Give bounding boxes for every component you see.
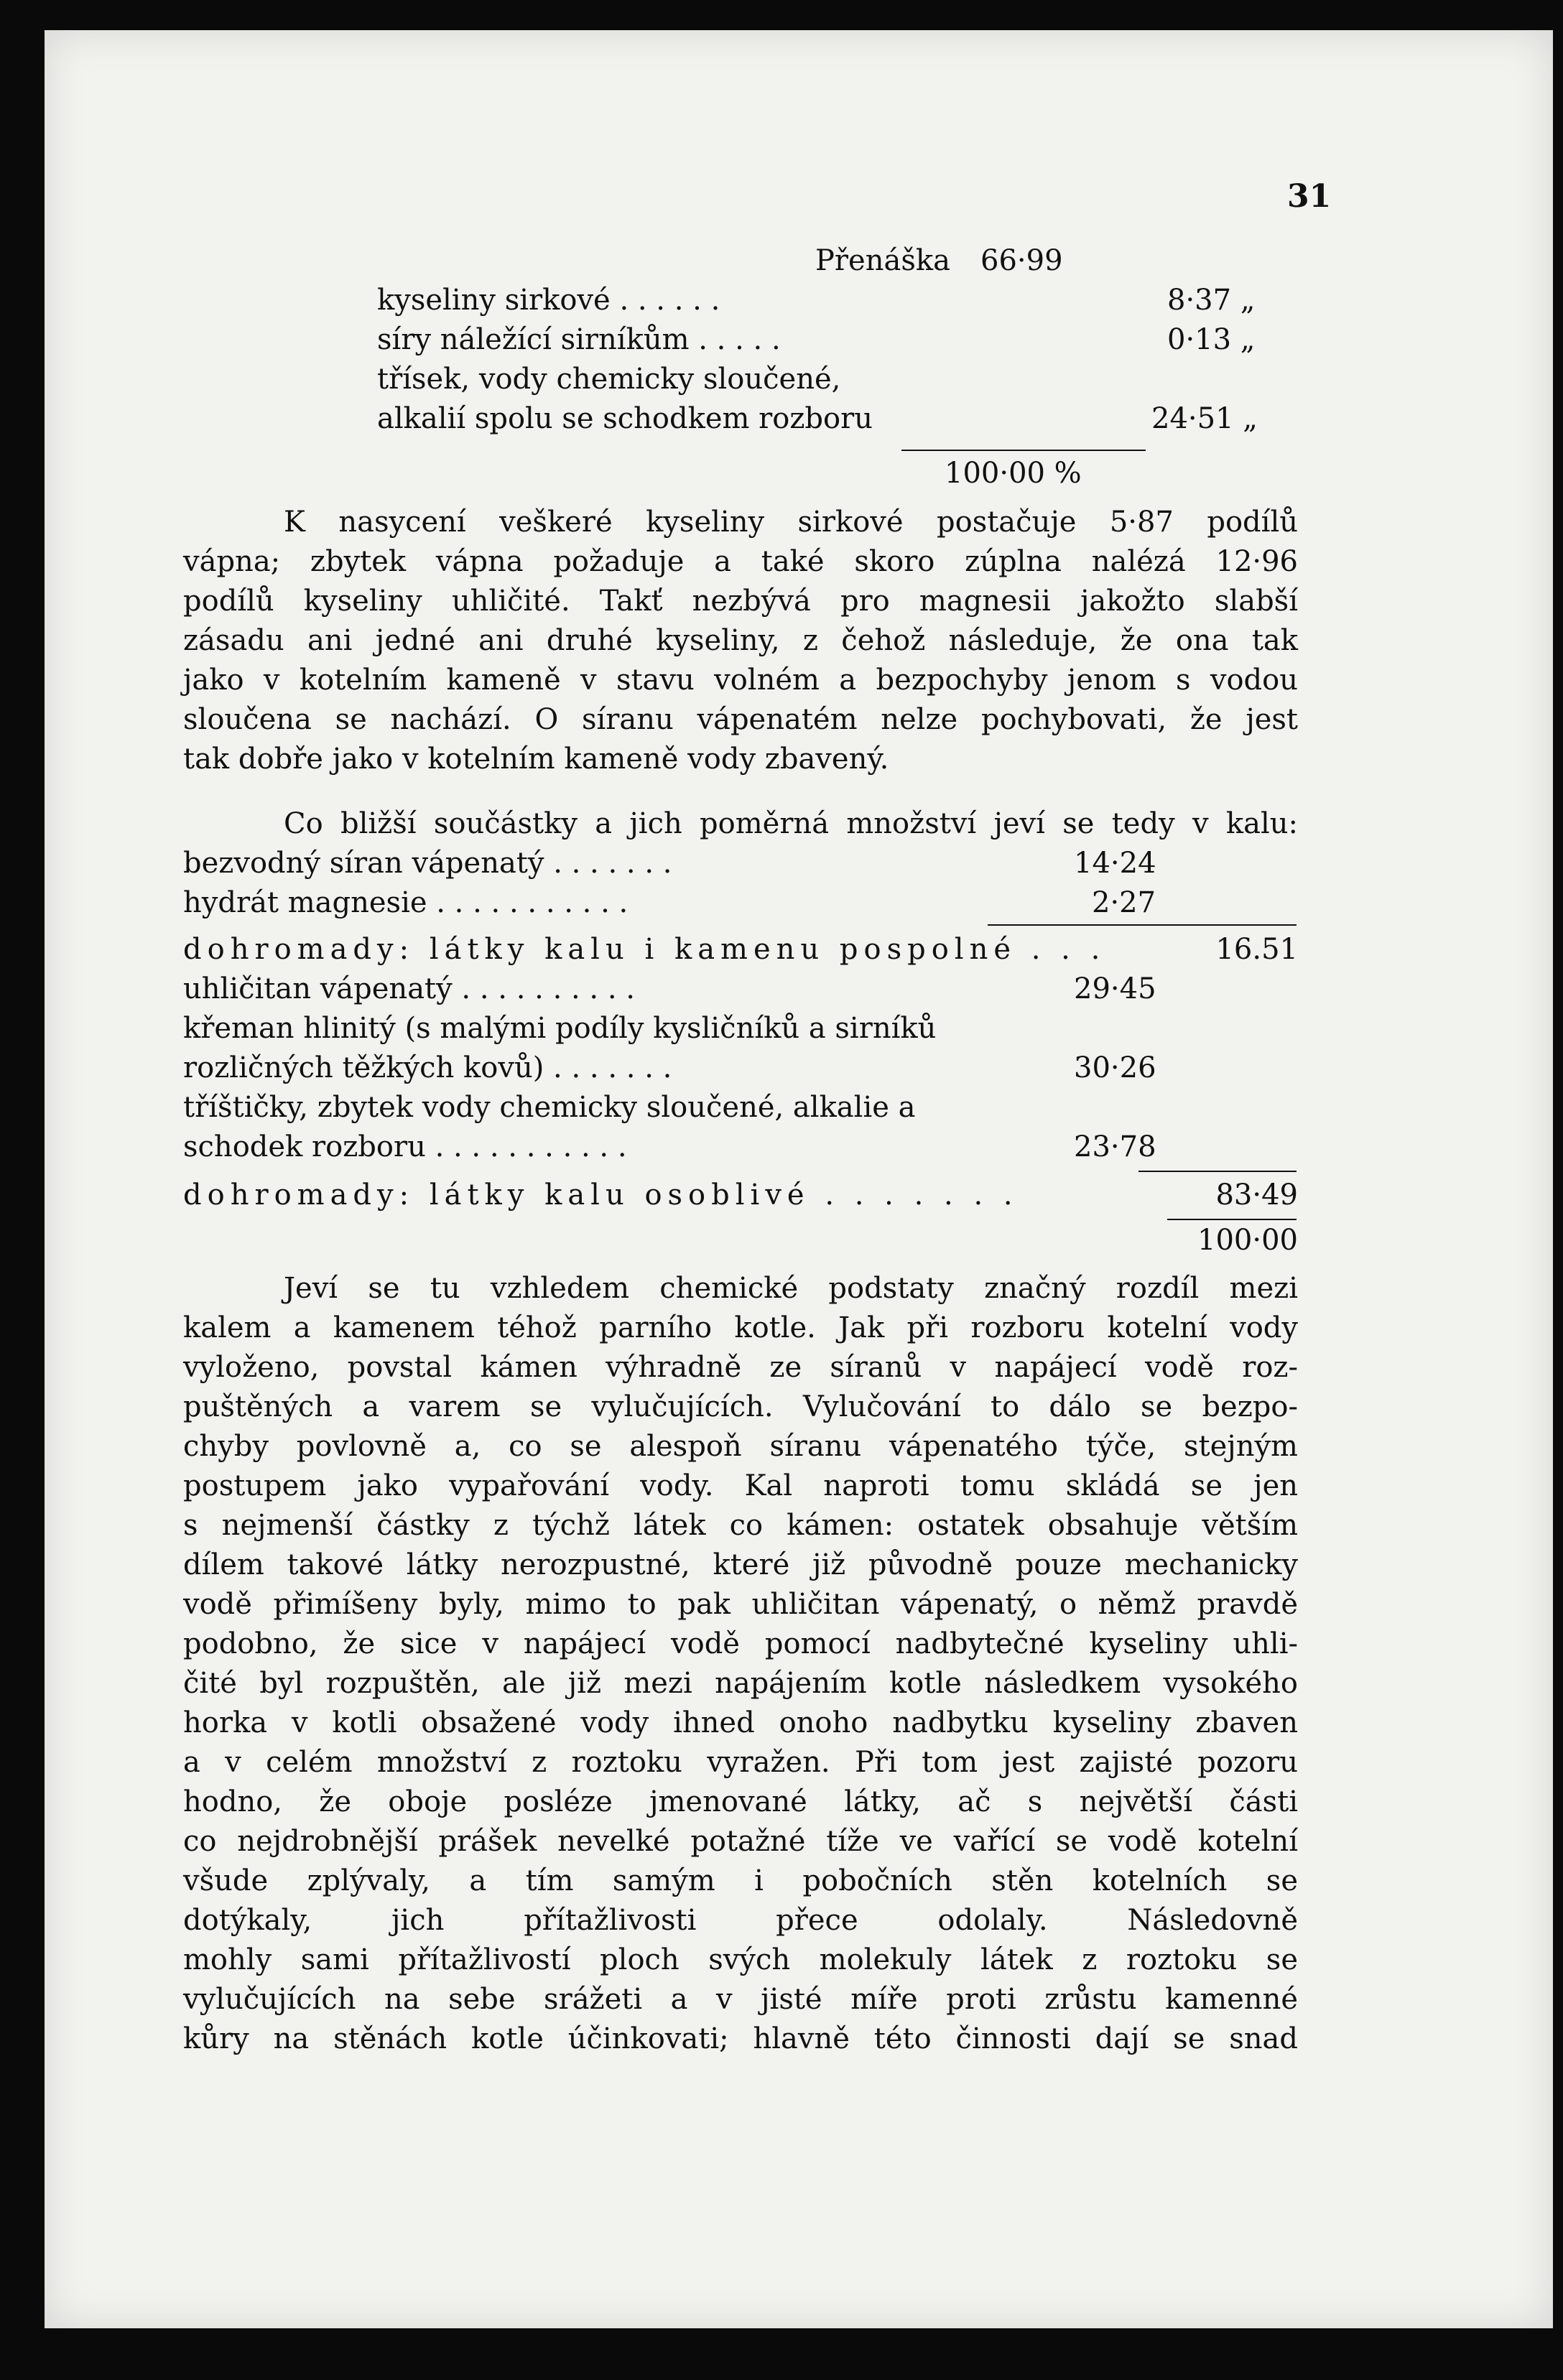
text-line: s nejmenší částky z týchž látek co kámen: ostatek obsahuje větším (183, 1509, 1298, 1542)
text-line: K nasycení veškeré kyseliny sirkové postačuje 5·87 podílů (284, 506, 1298, 539)
total-row (183, 454, 1298, 493)
row-label: třísek, vody chemicky sloučené, (377, 363, 841, 396)
text-line: vodě přimíšeny byly, mimo to pak uhličitan vápenatý, o němž pravdě (183, 1588, 1298, 1621)
row-value: 8·37 „ (1167, 284, 1256, 317)
text-line: jako v kotelním kameně v stavu volném a bezpochyby jenom s vodou (183, 664, 1298, 697)
text-line: podobno, že sice v napájecí vodě pomocí nadbytečné kyseliny uhli- (183, 1627, 1298, 1660)
text-line: čité byl rozpuštěn, ale již mezi napájením kotle následkem vysokého (183, 1667, 1298, 1700)
table-row (377, 281, 1298, 320)
text-line: mohly sami přítažlivostí ploch svých molekuly látek z roztoku se (183, 1943, 1298, 1976)
text-line: podílů kyseliny uhličité. Takť nezbývá pro magnesii jakožto slabší (183, 585, 1298, 618)
text-line: puštěných a varem se vylučujících. Vylučování to dálo se bezpo- (183, 1390, 1298, 1423)
text-line: postupem jako vypařování vody. Kal naproti tomu skládá se jen (183, 1469, 1298, 1502)
text-line: dotýkaly, jich přítažlivosti přece odolaly. Následovně (183, 1904, 1298, 1937)
text-line: Jeví se tu vzhledem chemické podstaty značný rozdíl mezi (284, 1272, 1298, 1305)
text-line: dílem takové látky nerozpustné, které již původně pouze mechanicky (183, 1548, 1298, 1581)
text-line: co nejdrobnější prášek nevelké potažné tíže ve vařící se vodě kotelní (183, 1825, 1298, 1858)
table-row: dohromady: látky kalu osoblivé . . . . . . . 83·49 (183, 1179, 1298, 1212)
table-row (377, 360, 1298, 399)
total-row: 100·00 (1197, 1224, 1298, 1257)
text-line: vylučujících na sebe srážeti a v jisté míře proti zrůstu kamenné (183, 1983, 1298, 2016)
carry-row (183, 241, 1298, 281)
total-value: 100·00 % (945, 457, 1082, 490)
table-row: dohromady: látky kalu i kamenu pospolné . . . 16.51 (183, 933, 1298, 966)
row-value: 24·51 „ (1151, 402, 1258, 435)
text-line: kalem a kamenem téhož parního kotle. Jak při rozboru kotelní vody (183, 1311, 1298, 1344)
text-line: Co bližší součástky a jich poměrná množství jeví se tedy v kalu: (284, 807, 1298, 840)
table-row (377, 320, 1298, 360)
row-label: kyseliny sirkové . . . . . . (377, 284, 720, 317)
sum-rule (1138, 1171, 1297, 1172)
sum-rule (988, 924, 1297, 926)
table-row: bezvodný síran vápenatý . . . . . . . 14·24 (183, 847, 1156, 880)
text-line: hodno, že oboje posléze jmenované látky, ač s největší části (183, 1785, 1298, 1818)
text-line: a v celém množství z roztoku vyražen. Při tom jest zajisté pozoru (183, 1746, 1298, 1779)
table-row: hydrát magnesie . . . . . . . . . . . 2·27 (183, 886, 1156, 919)
row-label: alkalií spolu se schodkem rozboru (377, 402, 873, 435)
carry-label: Přenáška (815, 244, 950, 277)
row-value: 0·13 „ (1167, 323, 1256, 356)
table-row: křeman hlinitý (s malými podíly kysličníků a sirníků (183, 1012, 937, 1045)
text-line: vápna; zbytek vápna požaduje a také skoro zúplna nalézá 12·96 (183, 545, 1298, 578)
row-label: síry náležící sirníkům . . . . . (377, 323, 781, 356)
text-line: chyby povlovně a, co se alespoň síranu vápenatého týče, stejným (183, 1430, 1298, 1463)
text-line: tak dobře jako v kotelním kameně vody zbavený. (183, 743, 889, 776)
table-row: schodek rozboru . . . . . . . . . . . 23·78 (183, 1130, 1156, 1163)
text-line: sloučena se nachází. O síranu vápenatém nelze pochybovati, že jest (183, 703, 1298, 736)
text-line: zásadu ani jedné ani druhé kyseliny, z čehož následuje, že ona tak (183, 624, 1298, 657)
table-row: uhličitan vápenatý . . . . . . . . . . 29·45 (183, 972, 1156, 1005)
table-row: tříštičky, zbytek vody chemicky sloučené, alkalie a (183, 1091, 916, 1124)
text-line: kůry na stěnách kotle účinkovati; hlavně této činnosti dají se snad (183, 2022, 1298, 2055)
text-line: vyloženo, povstal kámen výhradně ze síranů v napájecí vodě roz- (183, 1351, 1298, 1384)
text-line: horka v kotli obsažené vody ihned onoho nadbytku kyseliny zbaven (183, 1706, 1298, 1739)
sum-rule (901, 450, 1146, 451)
table-row: rozličných těžkých kovů) . . . . . . . 30·26 (183, 1051, 1156, 1084)
text-line: všude zplývaly, a tím samým i pobočních stěn kotelních se (183, 1864, 1298, 1897)
table-row (377, 399, 1298, 439)
page-number: 31 (1287, 178, 1332, 215)
carry-value: 66·99 (980, 244, 1063, 277)
sum-rule (1167, 1219, 1297, 1220)
